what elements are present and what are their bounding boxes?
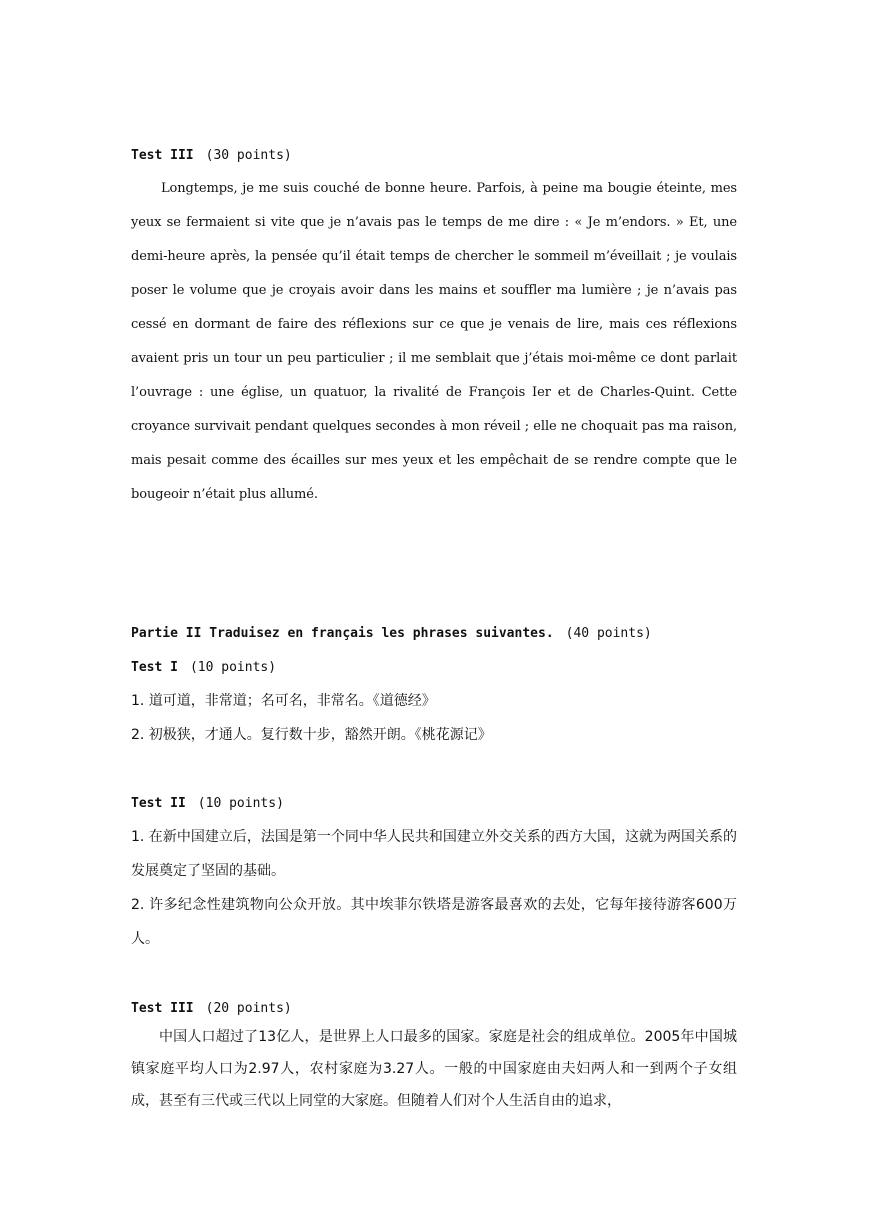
- test2-heading: [131, 794, 737, 814]
- test3-fr-paragraph: Longtemps, je me suis couché de bonne heure. Parfois, à peine ma bougie éteinte, mes yeux se fermaient si vite que je n’avais pas le temps de me dire : « Je m’endors. » Et, une demi-heure après, la pensée qu’il était temps de chercher le sommeil m’éveillait ; je voulais poser le volume que je croyais avoir dans les mains et souffler ma lumière ; je n’avais pas cessé en dormant de faire des réflexions sur ce que je venais de lire, mais ces réflexions avaient pris un tour un peu particulier ; il me semblait que j’étais moi-même ce dont parlait l’ouvrage : une église, un quatuor, la rivalité de François Ier et de Charles-Quint. Cette croyance survivait pendant quelques secondes à mon réveil ; elle ne choquait pas ma raison, mais pesait comme des écailles sur mes yeux et les empêchait de se rendre compte que le bougeoir n’était plus allumé.: [131, 181, 737, 502]
- test2-item-1: 1. 在新中国建立后，法国是第一个同中华人民共和国建立外交关系的西方大国，这就为两国关系的发展奠定了坚固的基础。: [131, 829, 737, 879]
- test2-points: (10 points): [197, 796, 284, 811]
- partie2-points: (40 points): [565, 626, 652, 641]
- test3-fr-heading: [131, 146, 737, 166]
- partie2-heading: [131, 624, 737, 644]
- test1-title: Test I: [131, 660, 178, 675]
- test3-cn-heading: [131, 999, 737, 1019]
- test3-fr-points: (30 points): [205, 148, 292, 163]
- test1-item-2: 2. 初极狭，才通人。复行数十步，豁然开朗。《桃花源记》: [131, 727, 492, 743]
- test1-heading: [131, 658, 737, 678]
- test3-cn-paragraph: 中国人口超过了13亿人，是世界上人口最多的国家。家庭是社会的组成单位。2005年中国城镇家庭平均人口为2.97人，农村家庭为3.27人。一般的中国家庭由夫妇两人和一到两个子女组成，甚至有三代或三代以上同堂的大家庭。但随着人们对个人生活自由的追求，: [131, 1029, 737, 1109]
- test3-fr-title: Test III: [131, 148, 194, 163]
- test2-title: Test II: [131, 796, 186, 811]
- test1-points: (10 points): [189, 660, 277, 675]
- test3-cn-title: Test III: [131, 1001, 194, 1016]
- partie2-title: Partie II Traduisez en français les phrases suivantes.: [131, 626, 554, 641]
- test1-item-1: 1. 道可道，非常道；名可名，非常名。《道德经》: [131, 693, 436, 709]
- test2-item-2: 2. 许多纪念性建筑物向公众开放。其中埃菲尔铁塔是游客最喜欢的去处，它每年接待游客600万人。: [131, 897, 737, 947]
- test3-cn-points: (20 points): [205, 1001, 292, 1016]
